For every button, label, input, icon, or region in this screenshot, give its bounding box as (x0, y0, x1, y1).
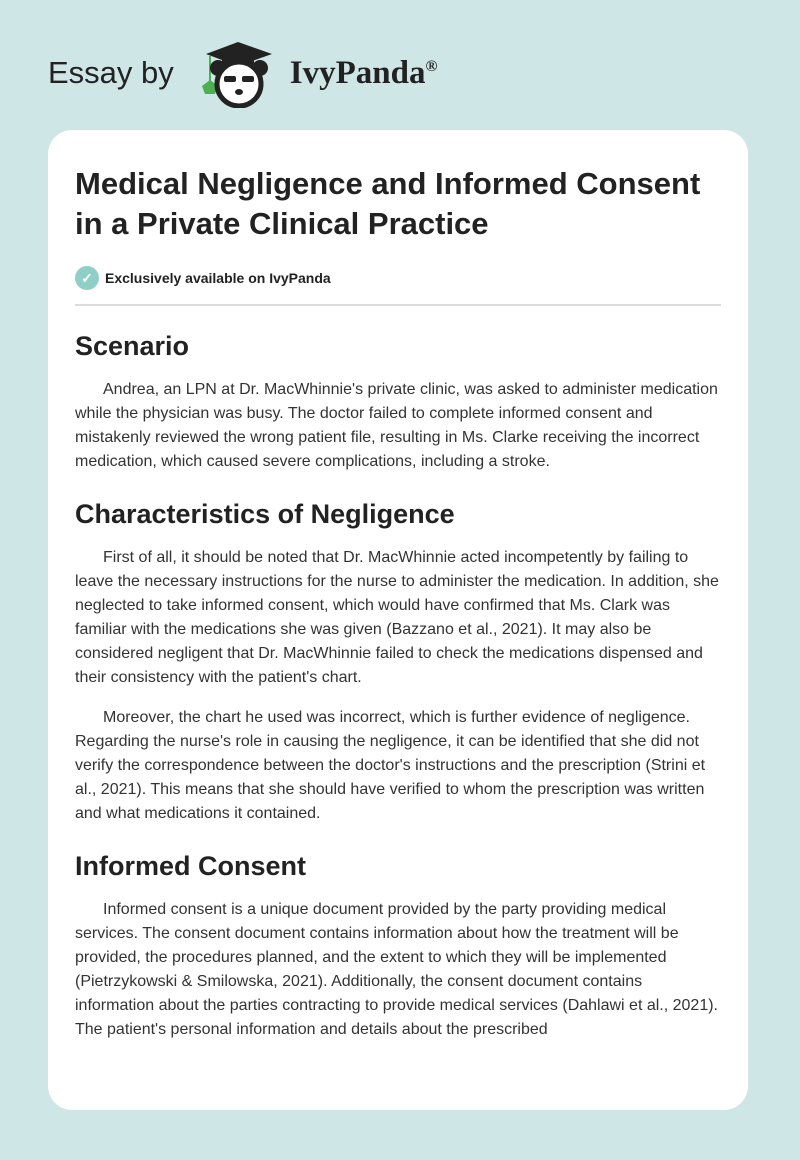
paragraph: Informed consent is a unique document provided by the party providing medical services. The consent document contains information about how the treatment will be provided, the procedures planned, and the extent to which they will be implemented (Pietrzykowski & Smilowska, 2021). Additionally, the consent document contains information about the parties contracting to provide medical services (Dahlawi et al., 2021). The patient's personal information and details about the prescribed (75, 901, 718, 1038)
brand-text: IvyPanda (289, 54, 426, 91)
site-logo[interactable] (48, 38, 437, 108)
exclusive-badge (75, 266, 721, 290)
section-heading: Scenario (75, 331, 190, 361)
paragraph: Moreover, the chart he used was incorrect, which is further evidence of negligence. Regarding the nurse's role in causing the negligence, it can be identified that she did not verify the correspondence between the doctor's instructions and the prescription (Strini et al., 2021). This means that she should have verified to whom the prescription was written and what medications it contained. (75, 709, 706, 822)
divider (75, 304, 721, 306)
brand-name (290, 55, 438, 92)
paragraph: First of all, it should be noted that Dr. MacWhinnie acted incompetently by failing to leave the necessary instructions for the nurse to administer the medication. In addition, she neglected to take informed consent, which would have confirmed that Ms. Clark was familiar with the medications she was given (Bazzano et al., 2021). It may also be considered negligent that Dr. MacWhinnie failed to check the medications dispensed and their consistency with the patient's chart. (75, 549, 719, 686)
essay-card (48, 130, 748, 1110)
check-icon: ✓ (75, 266, 99, 290)
badge-label: Exclusively available on IvyPanda (105, 270, 331, 286)
section-heading: Characteristics of Negligence (75, 499, 455, 529)
panda-logo-icon (196, 38, 280, 108)
paragraph: Andrea, an LPN at Dr. MacWhinnie's private clinic, was asked to administer medication while the physician was busy. The doctor failed to complete informed consent and mistakenly reviewed the wrong patient file, resulting in Ms. Clarke receiving the incorrect medication, which caused severe complications, including a stroke. (75, 381, 718, 470)
essay-by-label: Essay by (48, 55, 174, 90)
page-title: Medical Negligence and Informed Consent in a Private Clinical Practice (75, 166, 701, 241)
registered-mark: ® (425, 57, 438, 75)
section-heading: Informed Consent (75, 851, 307, 881)
